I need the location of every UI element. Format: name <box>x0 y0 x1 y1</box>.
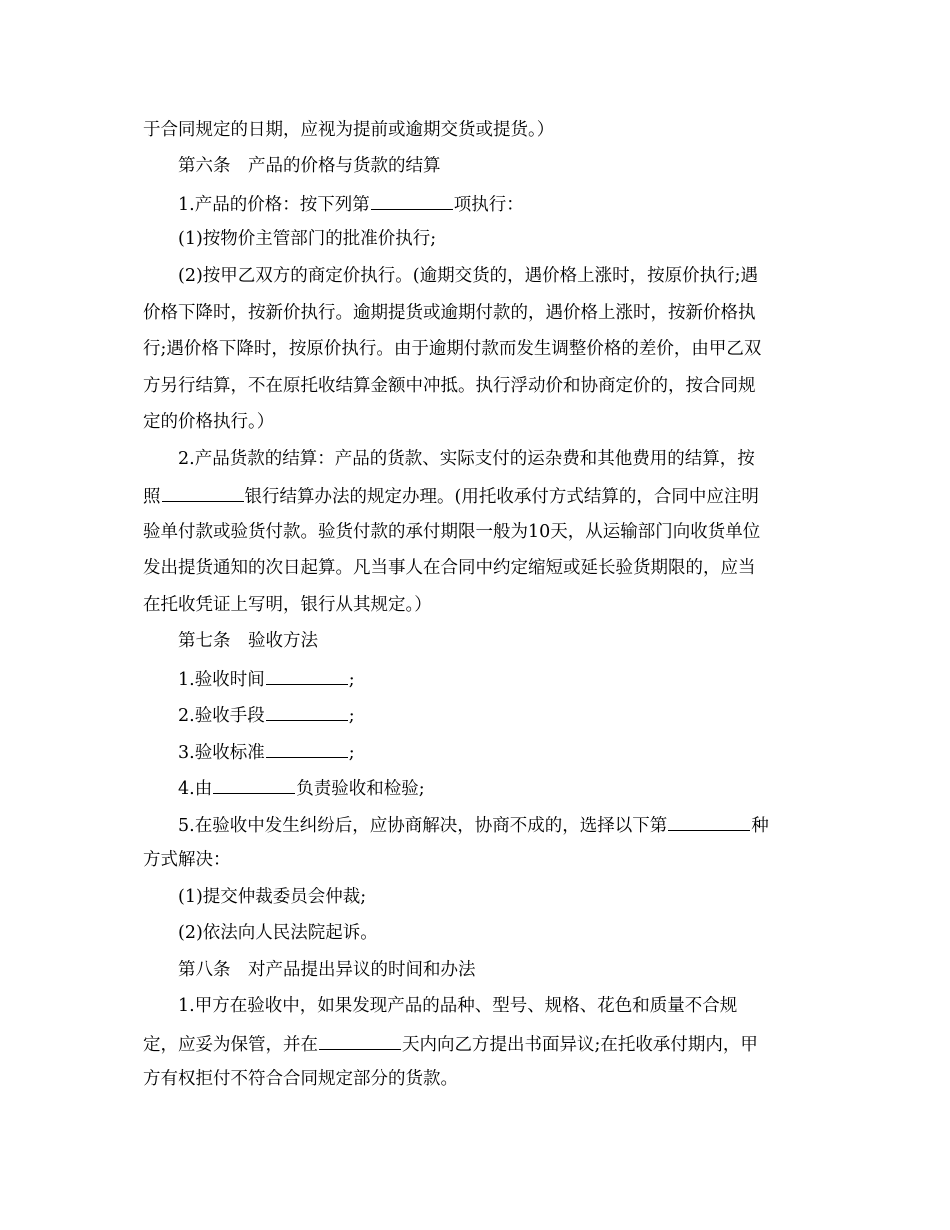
text-fragment: 2.验收手段 <box>178 706 265 726</box>
text-fragment: 种 <box>751 816 769 836</box>
text-line <box>178 816 858 836</box>
text-fragment: ; <box>348 743 355 763</box>
text-fragment: 5.在验收中发生纠纷后，应协商解决，协商不成的，选择以下第 <box>178 816 668 836</box>
text-fragment: ; <box>348 706 355 726</box>
text-fragment: 照 <box>143 487 161 507</box>
fill-in-blank <box>162 487 244 502</box>
article-heading: 第七条 验收方法 <box>178 631 318 651</box>
text-fragment: ; <box>348 670 355 690</box>
fill-in-blank <box>266 670 348 685</box>
text-fragment: 银行结算办法的规定办理。(用托收承付方式结算的，合同中应注明 <box>244 487 759 507</box>
fill-in-blank <box>668 816 750 831</box>
text-line <box>178 743 858 763</box>
text-line <box>178 779 858 799</box>
text-line: (1)提交仲裁委员会仲裁; <box>178 887 367 907</box>
text-line: (1)按物价主管部门的批准价执行; <box>178 229 437 249</box>
fill-in-blank <box>266 706 348 721</box>
text-line: 价格下降时，按新价执行。逾期提货或逾期付款的，遇价格上涨时，按新价格执 <box>143 303 756 323</box>
text-line: 行;遇价格下降时，按原价执行。由于逾期付款而发生调整价格的差价，由甲乙双 <box>143 339 762 359</box>
text-line <box>143 487 823 507</box>
text-line: 方另行结算，不在原托收结算金额中冲抵。执行浮动价和协商定价的，按合同规 <box>143 376 756 396</box>
fill-in-blank <box>319 1035 401 1050</box>
text-fragment: 3.验收标准 <box>178 743 265 763</box>
text-line: 发出提货通知的次日起算。凡当事人在合同中约定缩短或延长验货期限的，应当 <box>143 558 756 578</box>
text-fragment: 项执行： <box>453 195 524 215</box>
text-fragment: 负责验收和检验; <box>296 779 425 799</box>
text-line <box>178 195 858 215</box>
fill-in-blank <box>213 779 295 794</box>
text-line <box>178 706 858 726</box>
text-line: (2)依法向人民法院起诉。 <box>178 923 378 943</box>
text-fragment: 定，应妥为保管，并在 <box>143 1035 318 1055</box>
article-heading: 第八条 对产品提出异议的时间和办法 <box>178 960 476 980</box>
text-fragment: 1.验收时间 <box>178 670 265 690</box>
text-line: 方式解决： <box>143 850 231 870</box>
fill-in-blank <box>266 743 348 758</box>
article-heading: 第六条 产品的价格与货款的结算 <box>178 156 441 176</box>
fill-in-blank <box>371 195 453 210</box>
text-fragment: 4.由 <box>178 779 213 799</box>
text-line: 方有权拒付不符合合同规定部分的货款。 <box>143 1069 458 1089</box>
text-line <box>178 670 858 690</box>
text-line: 定的价格执行。） <box>143 412 275 432</box>
text-fragment: 天内向乙方提出书面异议;在托收承付期内，甲 <box>402 1035 758 1055</box>
text-line <box>143 1035 823 1055</box>
text-line: (2)按甲乙双方的商定价执行。(逾期交货的，遇价格上涨时，按原价执行;遇 <box>178 266 759 286</box>
text-line: 于合同规定的日期，应视为提前或逾期交货或提货。） <box>143 120 555 140</box>
text-fragment: 1.产品的价格：按下列第 <box>178 195 370 215</box>
text-line: 1.甲方在验收中，如果发现产品的品种、型号、规格、花色和质量不合规 <box>178 996 738 1016</box>
text-line: 验单付款或验货付款。验货付款的承付期限一般为10天，从运输部门向收货单位 <box>143 522 761 542</box>
text-line: 在托收凭证上写明，银行从其规定。） <box>143 595 432 615</box>
text-line: 2.产品货款的结算：产品的货款、实际支付的运杂费和其他费用的结算，按 <box>178 449 755 469</box>
